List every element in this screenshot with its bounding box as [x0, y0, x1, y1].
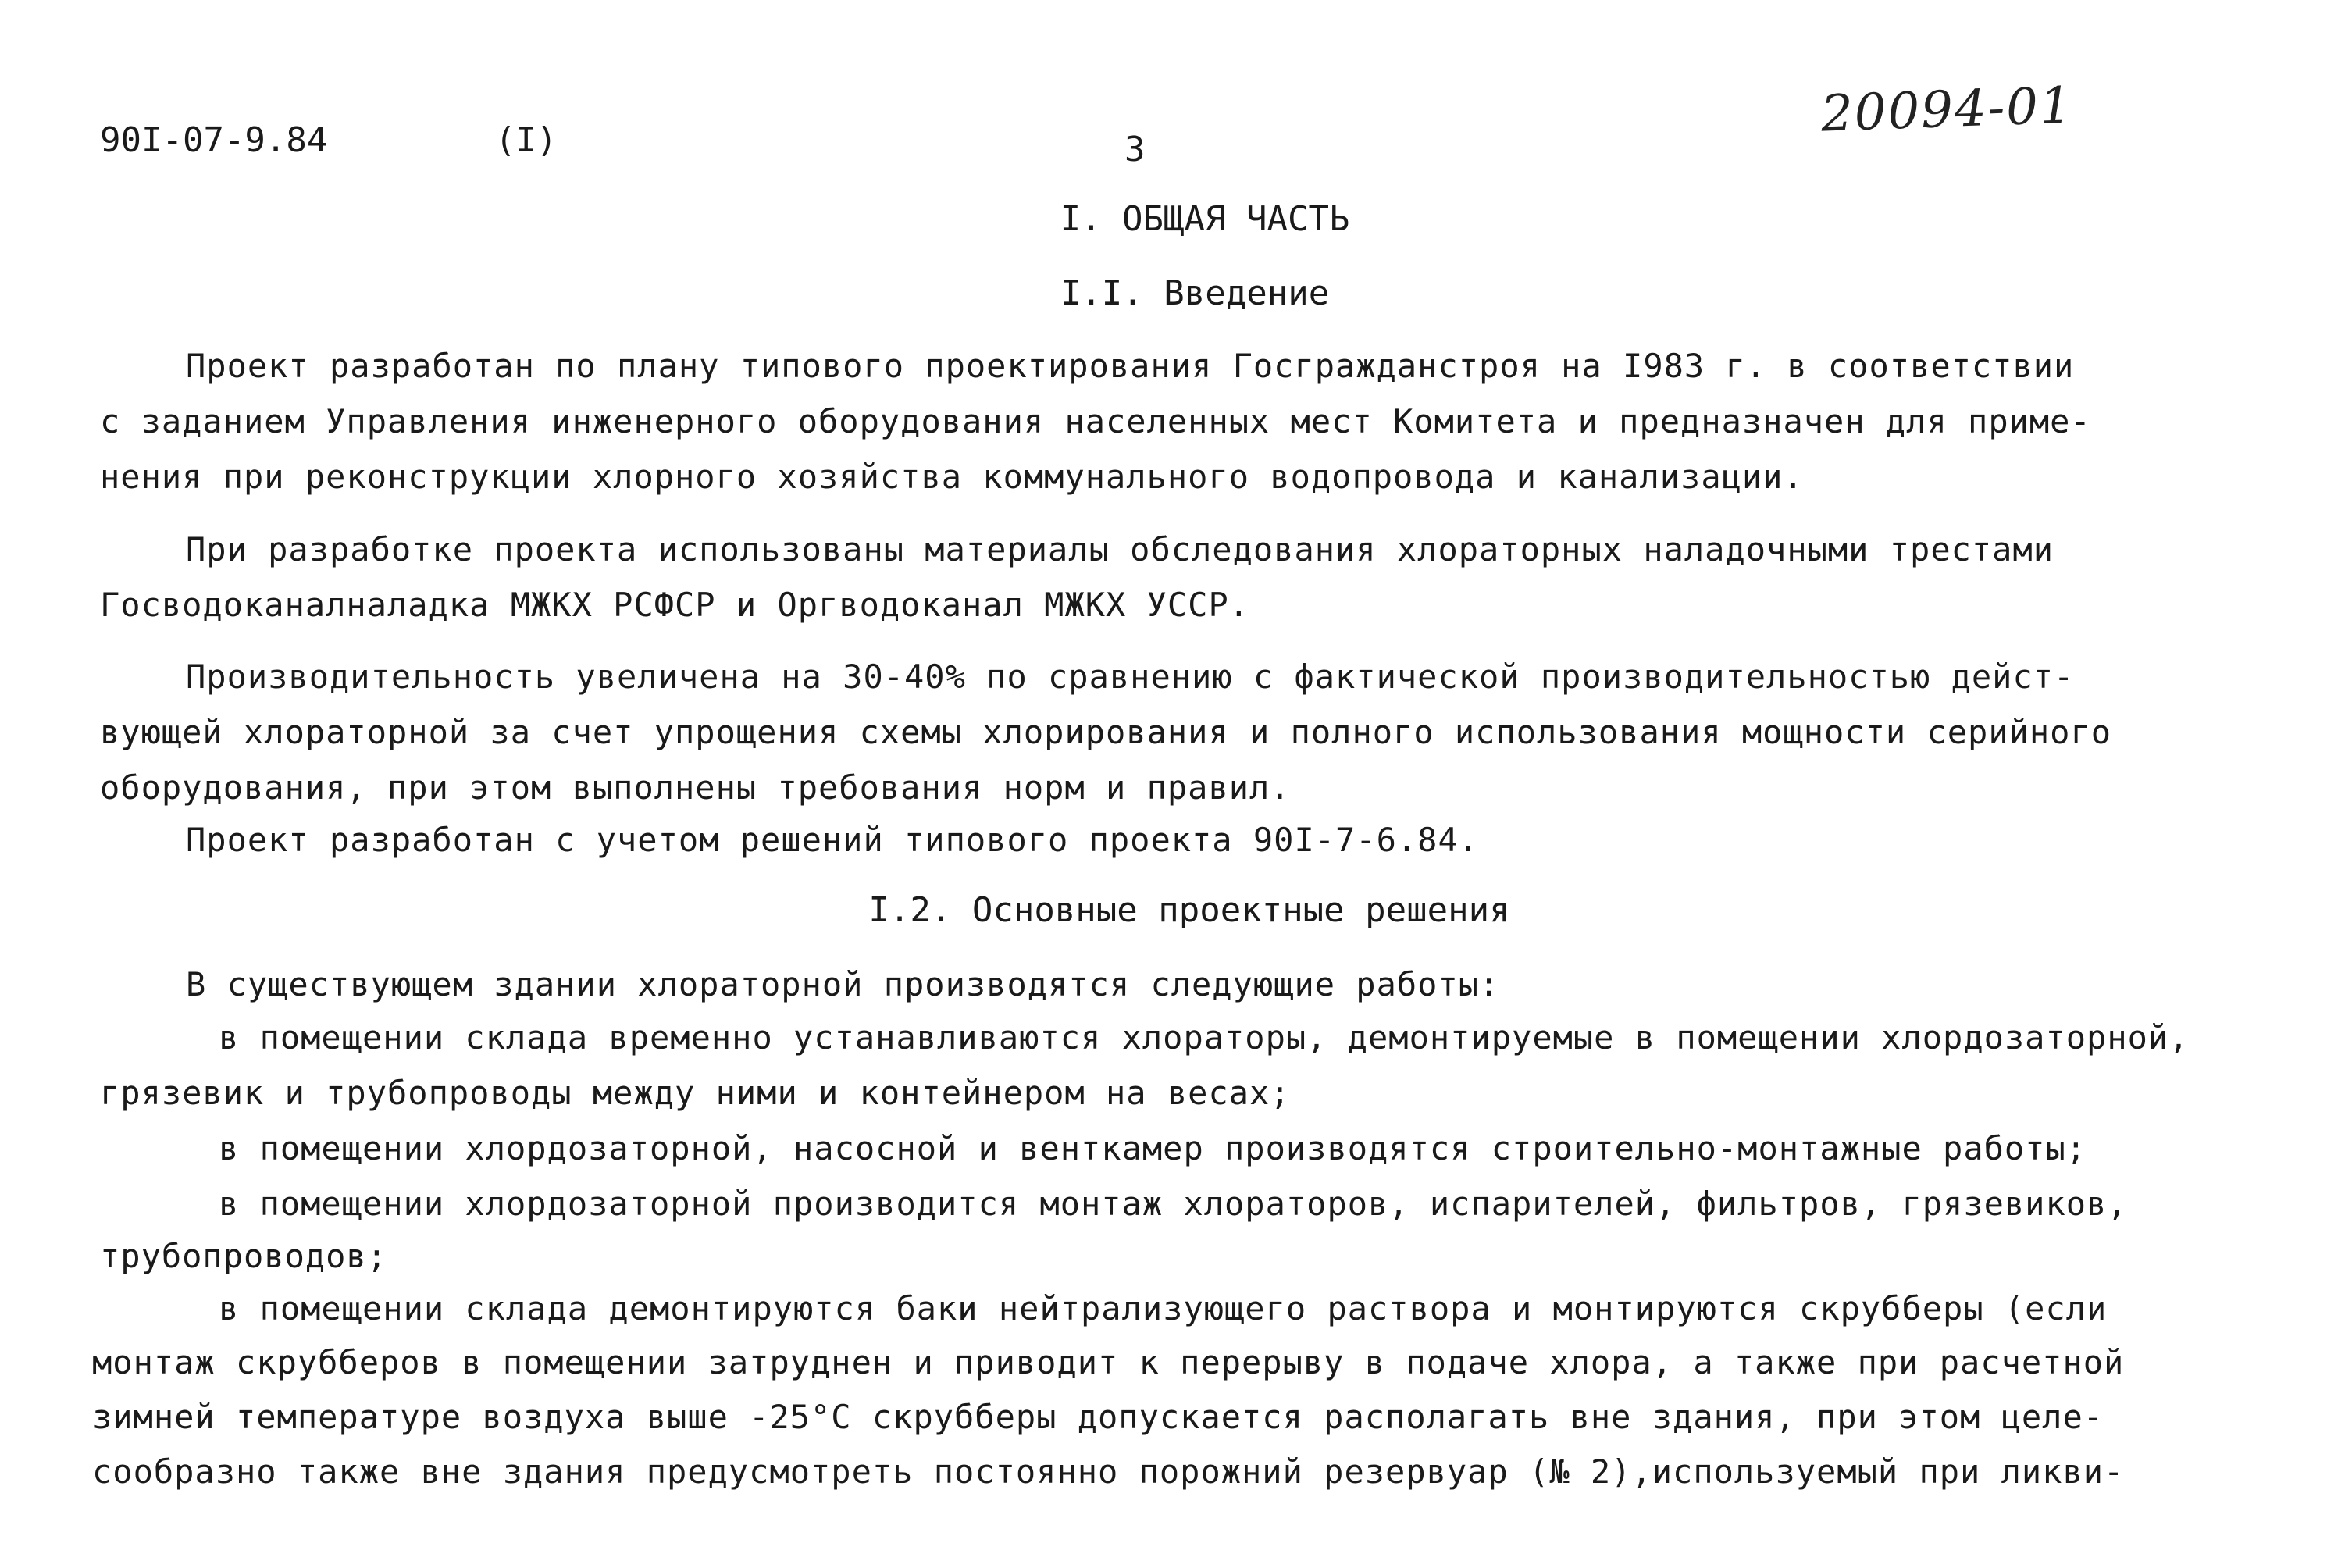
text-line: в помещении хлордозаторной, насосной и венткамер производятся строительно-монтажные работы;	[219, 1129, 2087, 1167]
text-line: Госводоканалналадка МЖКХ РСФСР и Оргводоканал МЖКХ УССР.	[100, 586, 1250, 624]
text-line: Проект разработан с учетом решений типового проекта 90I-7-6.84.	[186, 821, 1480, 859]
text-line: с заданием Управления инженерного оборудования населенных мест Комитета и предназначен для приме-	[100, 402, 2091, 440]
text-line: трубопроводов;	[100, 1237, 388, 1275]
text-line: нения при реконструкции хлорного хозяйства коммунального водопровода и канализации.	[100, 458, 1804, 496]
text-line: В существующем здании хлораторной производятся следующие работы:	[186, 965, 1500, 1003]
text-line: Производительность увеличена на 30-40% по сравнению с фактической производительностью дейст-	[186, 657, 2075, 696]
text-line: монтаж скрубберов в помещении затруднен и приводит к перерыву в подаче хлора, а также при расчетной	[92, 1343, 2125, 1381]
text-line: грязевик и трубопроводы между ними и контейнером на весах;	[100, 1074, 1291, 1112]
section-heading: I. ОБЩАЯ ЧАСТЬ	[1060, 199, 1350, 239]
text-line: в помещении хлордозаторной производится монтаж хлораторов, испарителей, фильтров, грязевиков,	[219, 1185, 2128, 1223]
text-line: зимней температуре воздуха выше -25°С скрубберы допускается располагать вне здания, при этом целе-	[92, 1398, 2104, 1436]
text-line: сообразно также вне здания предусмотреть постоянно порожний резервуар (№ 2),используемый при ликви-	[92, 1452, 2125, 1491]
text-line: При разработке проекта использованы материалы обследования хлораторных наладочными трестами	[186, 530, 2054, 568]
document-part: (I)	[495, 120, 558, 160]
handwritten-inventory-number: 20094-01	[1819, 77, 2074, 144]
intro-heading: I.I. Введение	[1060, 273, 1330, 313]
page-number: 3	[1124, 130, 1146, 169]
text-line: оборудования, при этом выполнены требования норм и правил.	[100, 768, 1291, 807]
text-line: в помещении склада временно устанавливаются хлораторы, демонтируемые в помещении хлордозаторной,	[219, 1018, 2190, 1057]
text-line: вующей хлораторной за счет упрощения схемы хлорирования и полного использования мощности серийного	[100, 713, 2112, 751]
decisions-heading: I.2. Основные проектные решения	[868, 890, 1510, 930]
text-line: Проект разработан по плану типового проектирования Госгражданстроя на I983 г. в соответствии	[186, 347, 2075, 385]
document-code: 90I-07-9.84	[100, 120, 328, 160]
text-line: в помещении склада демонтируются баки нейтрализующего раствора и монтируются скрубберы (если	[219, 1289, 2108, 1327]
